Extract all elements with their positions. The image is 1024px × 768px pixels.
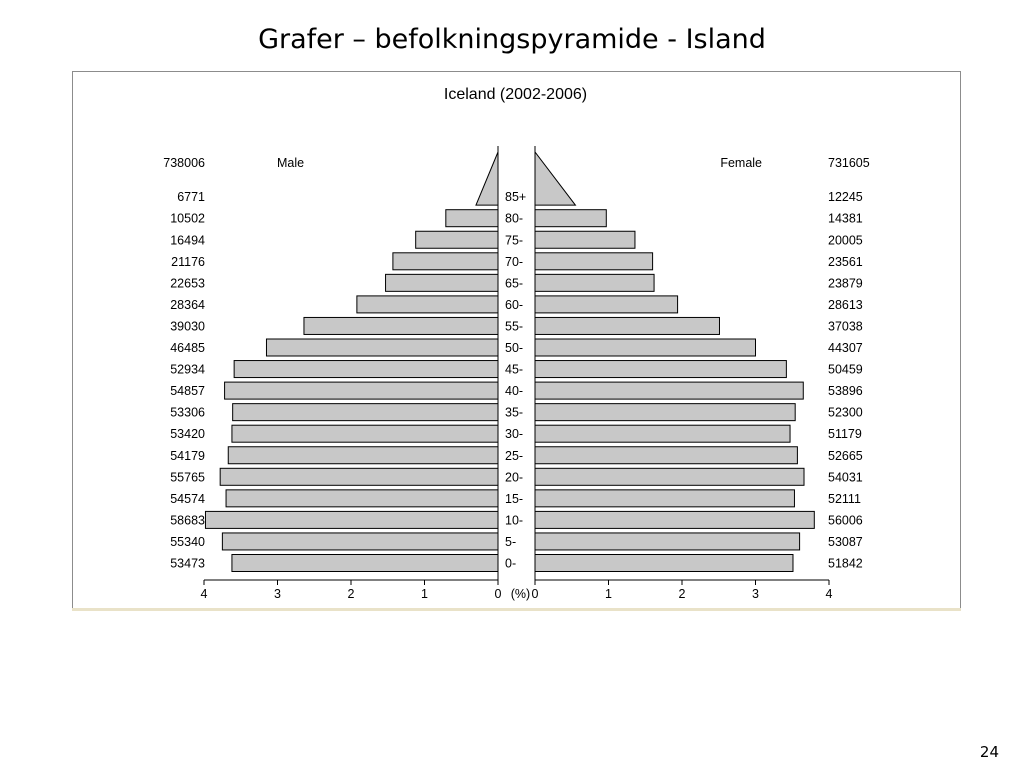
bar-female bbox=[535, 210, 606, 227]
bar-female bbox=[535, 339, 756, 356]
male-series-label: Male bbox=[277, 156, 305, 170]
bar-female bbox=[535, 382, 803, 399]
bar-male bbox=[416, 231, 498, 248]
female-count-label: 28613 bbox=[828, 297, 863, 312]
age-group-label: 5- bbox=[505, 534, 517, 549]
bar-male bbox=[357, 296, 498, 313]
male-count-label: 54179 bbox=[170, 448, 205, 463]
x-tick-label-male: 2 bbox=[347, 587, 355, 601]
age-group-label: 20- bbox=[505, 470, 524, 485]
female-total-label: 731605 bbox=[828, 156, 870, 170]
male-count-label: 54857 bbox=[170, 384, 205, 399]
male-count-label: 39030 bbox=[170, 319, 205, 334]
bar-male bbox=[232, 555, 498, 572]
bar-female bbox=[535, 447, 797, 464]
male-count-label: 53420 bbox=[170, 427, 205, 442]
x-tick-label-male: 1 bbox=[421, 587, 428, 601]
female-count-label: 52665 bbox=[828, 448, 863, 463]
bar-female bbox=[535, 404, 795, 421]
bar-male bbox=[304, 317, 498, 334]
age-group-label: 65- bbox=[505, 276, 524, 291]
bar-male bbox=[234, 361, 498, 378]
x-axis-unit-label: (%) bbox=[510, 587, 531, 601]
x-tick-label-female: 1 bbox=[605, 587, 612, 601]
x-tick-label-female: 2 bbox=[678, 587, 686, 601]
x-tick-label-female: 4 bbox=[825, 587, 833, 601]
male-count-label: 55765 bbox=[170, 470, 205, 485]
chart-title: Iceland (2002-2006) bbox=[443, 86, 588, 103]
female-count-label: 54031 bbox=[828, 470, 863, 485]
bar-male bbox=[446, 210, 498, 227]
female-count-label: 37038 bbox=[828, 319, 863, 334]
bar-female bbox=[535, 317, 719, 334]
bar-female bbox=[535, 274, 654, 291]
male-total-label: 738006 bbox=[163, 156, 205, 170]
age-group-label: 55- bbox=[505, 319, 524, 334]
age-group-label: 40- bbox=[505, 384, 524, 399]
age-group-label: 10- bbox=[505, 513, 524, 528]
bar-female bbox=[535, 555, 793, 572]
bar-female bbox=[535, 296, 678, 313]
bar-male bbox=[228, 447, 498, 464]
age-group-label: 35- bbox=[505, 405, 524, 420]
female-count-label: 52300 bbox=[828, 405, 863, 420]
male-count-label: 16494 bbox=[170, 233, 205, 248]
male-count-label: 22653 bbox=[170, 276, 205, 291]
bar-female bbox=[535, 490, 794, 507]
female-count-label: 53896 bbox=[828, 384, 863, 399]
female-count-label: 50459 bbox=[828, 362, 863, 377]
age-group-label: 70- bbox=[505, 254, 524, 269]
bar-male bbox=[222, 533, 498, 550]
x-tick-label-female: 0 bbox=[531, 587, 539, 601]
bar-male bbox=[205, 511, 498, 528]
female-count-label: 53087 bbox=[828, 534, 863, 549]
male-count-label: 21176 bbox=[171, 254, 205, 269]
bar-female bbox=[535, 152, 575, 205]
age-group-label: 85+ bbox=[505, 190, 527, 205]
slide-title: Grafer – befolkningspyramide - Island bbox=[258, 24, 766, 55]
bar-male bbox=[232, 425, 498, 442]
bar-female bbox=[535, 533, 800, 550]
bar-female bbox=[535, 425, 790, 442]
age-group-label: 75- bbox=[505, 233, 524, 248]
male-count-label: 53473 bbox=[170, 556, 205, 571]
male-count-label: 6771 bbox=[177, 190, 205, 205]
female-count-label: 14381 bbox=[828, 211, 863, 226]
age-group-label: 15- bbox=[505, 491, 524, 506]
age-group-label: 25- bbox=[505, 448, 524, 463]
bar-female bbox=[535, 253, 653, 270]
male-count-label: 55340 bbox=[170, 534, 205, 549]
female-count-label: 23561 bbox=[828, 254, 863, 269]
age-group-label: 80- bbox=[505, 211, 524, 226]
x-tick-label-male: 4 bbox=[200, 587, 208, 601]
page-number: 24 bbox=[979, 743, 999, 761]
x-tick-label-male: 3 bbox=[274, 587, 281, 601]
female-count-label: 52111 bbox=[828, 491, 861, 506]
female-count-label: 51179 bbox=[828, 427, 862, 442]
x-tick-label-female: 3 bbox=[752, 587, 759, 601]
bar-male bbox=[233, 404, 498, 421]
bar-male bbox=[226, 490, 498, 507]
age-group-label: 60- bbox=[505, 297, 524, 312]
female-count-label: 44307 bbox=[828, 341, 863, 355]
bar-male bbox=[266, 339, 498, 356]
bar-male bbox=[225, 382, 498, 399]
male-count-label: 28364 bbox=[170, 297, 205, 312]
age-group-label: 30- bbox=[505, 427, 524, 442]
x-tick-label-male: 0 bbox=[494, 587, 502, 601]
male-count-label: 53306 bbox=[170, 405, 205, 420]
bar-male bbox=[476, 152, 498, 205]
age-group-label: 50- bbox=[505, 341, 524, 355]
frame-baseline bbox=[72, 608, 961, 611]
male-count-label: 58683 bbox=[170, 513, 205, 528]
bar-male bbox=[220, 468, 498, 485]
population-pyramid-chart bbox=[72, 71, 959, 608]
bar-female bbox=[535, 231, 635, 248]
female-count-label: 23879 bbox=[828, 276, 863, 291]
age-group-label: 45- bbox=[505, 362, 524, 377]
male-count-label: 46485 bbox=[170, 341, 205, 355]
bar-female bbox=[535, 511, 814, 528]
female-count-label: 12245 bbox=[828, 190, 863, 205]
female-series-label: Female bbox=[720, 156, 762, 170]
male-count-label: 10502 bbox=[170, 211, 205, 226]
female-count-label: 56006 bbox=[828, 513, 863, 528]
female-count-label: 20005 bbox=[828, 233, 863, 248]
bar-female bbox=[535, 468, 804, 485]
bar-male bbox=[393, 253, 498, 270]
male-count-label: 52934 bbox=[170, 362, 205, 377]
male-count-label: 54574 bbox=[170, 491, 205, 506]
bar-male bbox=[386, 274, 498, 291]
age-group-label: 0- bbox=[505, 556, 517, 571]
bar-female bbox=[535, 361, 786, 378]
female-count-label: 51842 bbox=[828, 556, 863, 571]
